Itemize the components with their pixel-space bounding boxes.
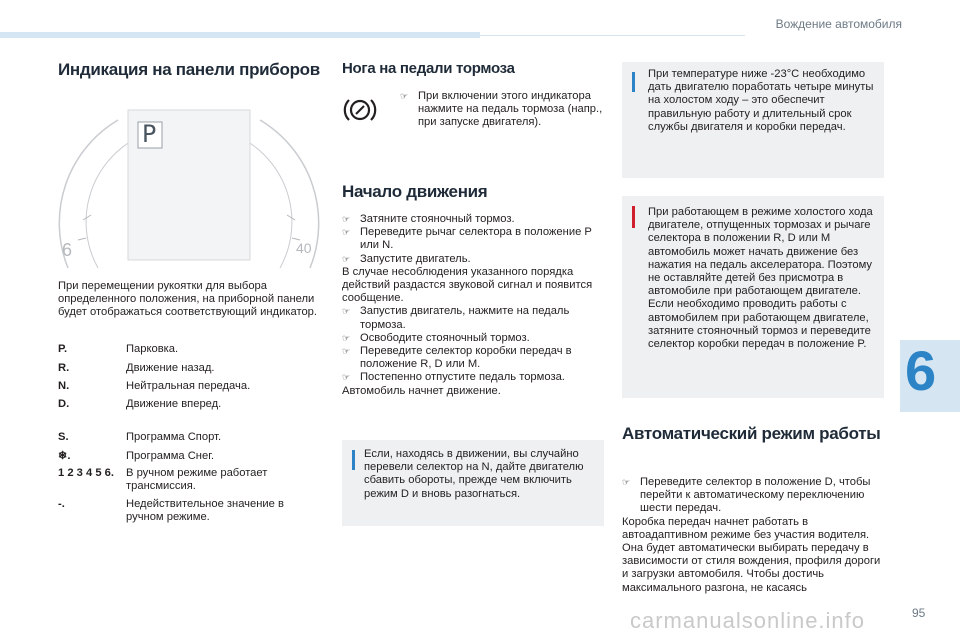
start-step: ☞ Переведите рычаг селектора в положение P или N.	[342, 226, 604, 252]
start-step: ☞ Затяните стояночный тормоз.	[342, 213, 604, 226]
info-note-text: Если, находясь в движении, вы случайно перевели селектор на N, дайте двигателю сбавить обороты, прежде чем включить режим D и вновь разогнаться.	[364, 448, 584, 500]
auto-bullet: ☞ Переведите селектор в положение D, чтобы перейти к автоматическому переключению шести передач.	[622, 476, 884, 516]
gear-code: D.	[58, 398, 70, 410]
auto-section	[622, 476, 884, 595]
gear-code: N.	[58, 380, 70, 392]
gear-description: Нейтральная передача.	[126, 380, 251, 392]
gear-description: Движение назад.	[126, 362, 215, 374]
gear-description: Программа Снег.	[126, 450, 215, 462]
start-step: ☞ Запустите двигатель.	[342, 253, 604, 266]
start-step: ☞ Переведите селектор коробки передач в положение R, D или M.	[342, 345, 604, 371]
auto-title: Автоматический режим работы	[622, 424, 881, 443]
watermark: carmanualsonline.info	[630, 608, 866, 633]
start-result: Автомобиль начнет движение.	[342, 384, 501, 397]
info-note-neutral	[342, 440, 604, 526]
gear-code: P.	[58, 343, 68, 355]
warning-note-text: При работающем в режиме холостого хода двигателе, отпущенных тормозах и рычаге селектора в положении R, D или M автомобиль может начать движение без нажатия на педаль акселератора. Поэтому не оставляйте детей без присмотра в автомобиле при работающем двигателе. Если необходимо проводить работы с автомобилем при работающем двигателе, затяните стояночный тормоз и переведите селектор коробки передач в положение P.	[648, 206, 873, 351]
gear-description: Парковка.	[126, 343, 179, 355]
brake-pedal-icon	[342, 92, 378, 128]
start-steps	[342, 213, 604, 398]
tacho-number: 6	[62, 240, 73, 260]
info-note-cold	[622, 62, 884, 178]
speedo-number: 40	[296, 240, 312, 256]
warning-note	[622, 196, 884, 398]
warning-icon	[632, 206, 635, 228]
start-warning-text: В случае несоблюдения указанного порядка действий раздастся звуковой сигнал и появится сообщение.	[342, 265, 593, 305]
gear-code: R.	[58, 362, 70, 374]
gear-code: ❄.	[58, 450, 71, 462]
gear-description: Программа Спорт.	[126, 431, 222, 443]
info-icon	[352, 450, 355, 470]
gear-description: Движение вперед.	[126, 398, 222, 410]
section-title: Вождение автомобиля	[775, 17, 902, 31]
info-note-cold-text: При температуре ниже -23°C необходимо дать двигателю поработать четыре минуты на холостом ходу – это обеспечит правильную работу и длительный срок службы двигателя и коробки передач.	[648, 68, 874, 133]
brake-title: Нога на педали тормоза	[342, 60, 515, 77]
gear-indicator: P	[142, 120, 157, 148]
header-line	[480, 35, 745, 36]
dashboard-illustration	[58, 100, 320, 268]
gear-code: 1 2 3 4 5 6.	[58, 467, 114, 479]
header-bar	[0, 32, 480, 38]
gear-description: Недействительное значение в ручном режиме.	[126, 498, 284, 523]
chapter-number: 6	[905, 339, 937, 402]
info-icon	[632, 72, 635, 92]
auto-text: Коробка передач начнет работать в автоадаптивном режиме без участия водителя. Она будет автоматически выбирать передачу в зависимости от стиля вождения, профиля дороги и загрузки автомобиля. Чтобы достичь максимального разгона, не касаясь	[622, 515, 881, 594]
gear-code: -.	[58, 498, 65, 510]
start-title: Начало движения	[342, 182, 488, 201]
col1-intro: При перемещении рукоятки для выбора определенного положения, на приборной панели будет отображаться соответствующий индикатор.	[58, 280, 318, 319]
start-step: ☞ Постепенно отпустите педаль тормоза.	[342, 371, 604, 384]
gear-code: S.	[58, 431, 69, 443]
page-number: 95	[912, 606, 926, 620]
gear-description: В ручном режиме работает трансмиссия.	[126, 467, 268, 492]
start-step: ☞ Освободите стояночный тормоз.	[342, 332, 604, 345]
start-step: ☞ Запустив двигатель, нажмите на педаль тормоза.	[342, 305, 604, 331]
col1-title: Индикация на панели приборов	[58, 60, 320, 79]
brake-text: ☞ При включении этого индикатора нажмите на педаль тормоза (напр., при запуске двигателя).	[400, 90, 618, 130]
